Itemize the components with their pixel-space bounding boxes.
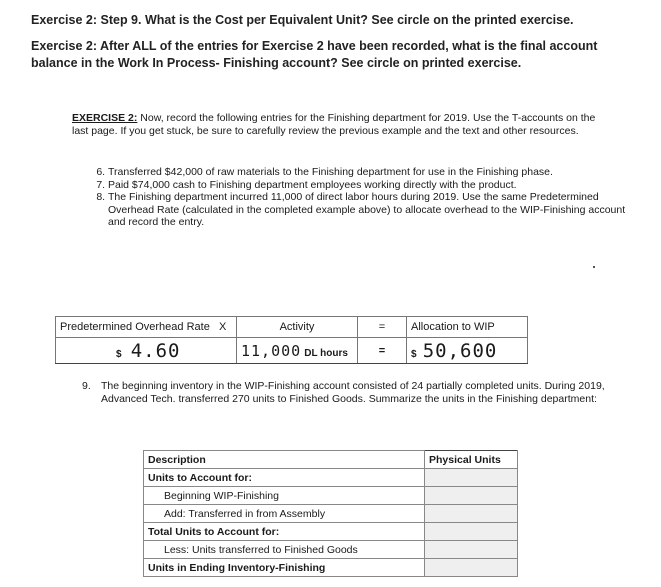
table-row	[144, 523, 518, 541]
row-label: Units in Ending Inventory-Finishing	[144, 559, 425, 577]
table-row	[144, 487, 518, 505]
table-row	[144, 541, 518, 559]
row-label: Beginning WIP-Finishing	[144, 487, 425, 505]
exercise-item: 7. Paid $74,000 cash to Finishing department employees working directly with the product.	[108, 179, 628, 192]
activity-unit: DL hours	[304, 347, 348, 359]
rate-cell[interactable]	[56, 338, 237, 364]
allocation-cell[interactable]	[407, 338, 528, 364]
units-input[interactable]	[425, 505, 518, 523]
table-row	[144, 505, 518, 523]
rate-value: 4.60	[130, 339, 181, 362]
row-label: Units to Account for:	[144, 469, 425, 487]
alloc-value: 50,600	[422, 339, 498, 362]
question-9-text: The beginning inventory in the WIP-Finishing account consisted of 24 partially completed units. During 2019, Advanced Tech. transferred 270 units to Finished Goods. Summarize the units in the Finishing department:	[101, 380, 605, 405]
activity-value: 11,000	[241, 341, 302, 360]
units-input[interactable]	[425, 469, 518, 487]
header-activity: Activity	[237, 317, 358, 338]
row-label: Less: Units transferred to Finished Goods	[144, 541, 425, 559]
table-row	[144, 559, 518, 577]
exercise-item: 8. The Finishing department incurred 11,000 of direct labor hours during 2019. Use the same Predetermined Overhead Rate (calculated in the completed example above) to allocate overhead to the WIP-Finishing account and record the entry.	[108, 191, 628, 229]
table-row	[56, 338, 528, 364]
units-input[interactable]	[425, 523, 518, 541]
header-allocation: Allocation to WIP	[407, 317, 528, 338]
alloc-dollar: $	[411, 348, 417, 360]
question-final-wip-balance: Exercise 2: After ALL of the entries for Exercise 2 have been recorded, what is the final account balance in the Work In Process- Finishing account? See circle on printed exercise.	[31, 39, 598, 70]
stray-mark	[593, 266, 595, 268]
question-9	[79, 380, 641, 405]
activity-cell[interactable]	[237, 338, 358, 364]
units-input[interactable]	[425, 541, 518, 559]
table-header-row	[56, 317, 528, 338]
header-physical-units: Physical Units	[425, 451, 518, 469]
units-input[interactable]	[425, 559, 518, 577]
exercise-title: EXERCISE 2:	[72, 112, 138, 124]
question-9-number: 9.	[82, 380, 91, 392]
exercise-item: 6. Transferred $42,000 of raw materials to the Finishing department for use in the Finishing phase.	[108, 166, 628, 179]
rate-dollar: $	[116, 348, 122, 360]
physical-units-table	[143, 450, 518, 577]
exercise-instructions	[72, 112, 612, 137]
exercise-intro: Now, record the following entries for the Finishing department for 2019. Use the T-accounts on the last page. If you get stuck, be sure to carefully review the previous example and the text and other resources.	[72, 112, 596, 137]
exercise-items	[79, 166, 628, 229]
overhead-allocation-table	[55, 316, 528, 364]
table-header-row	[144, 451, 518, 469]
table-row	[144, 469, 518, 487]
header-equals: =	[358, 317, 407, 338]
units-input[interactable]	[425, 487, 518, 505]
header-rate: Predetermined Overhead Rate X	[56, 317, 237, 338]
equals-sign: =	[358, 338, 407, 364]
row-label: Total Units to Account for:	[144, 523, 425, 541]
row-label: Add: Transferred in from Assembly	[144, 505, 425, 523]
header-description: Description	[144, 451, 425, 469]
question-cost-per-equivalent-unit: Exercise 2: Step 9. What is the Cost per Equivalent Unit? See circle on the printed exercise.	[31, 13, 574, 27]
header-x: X	[218, 321, 227, 333]
